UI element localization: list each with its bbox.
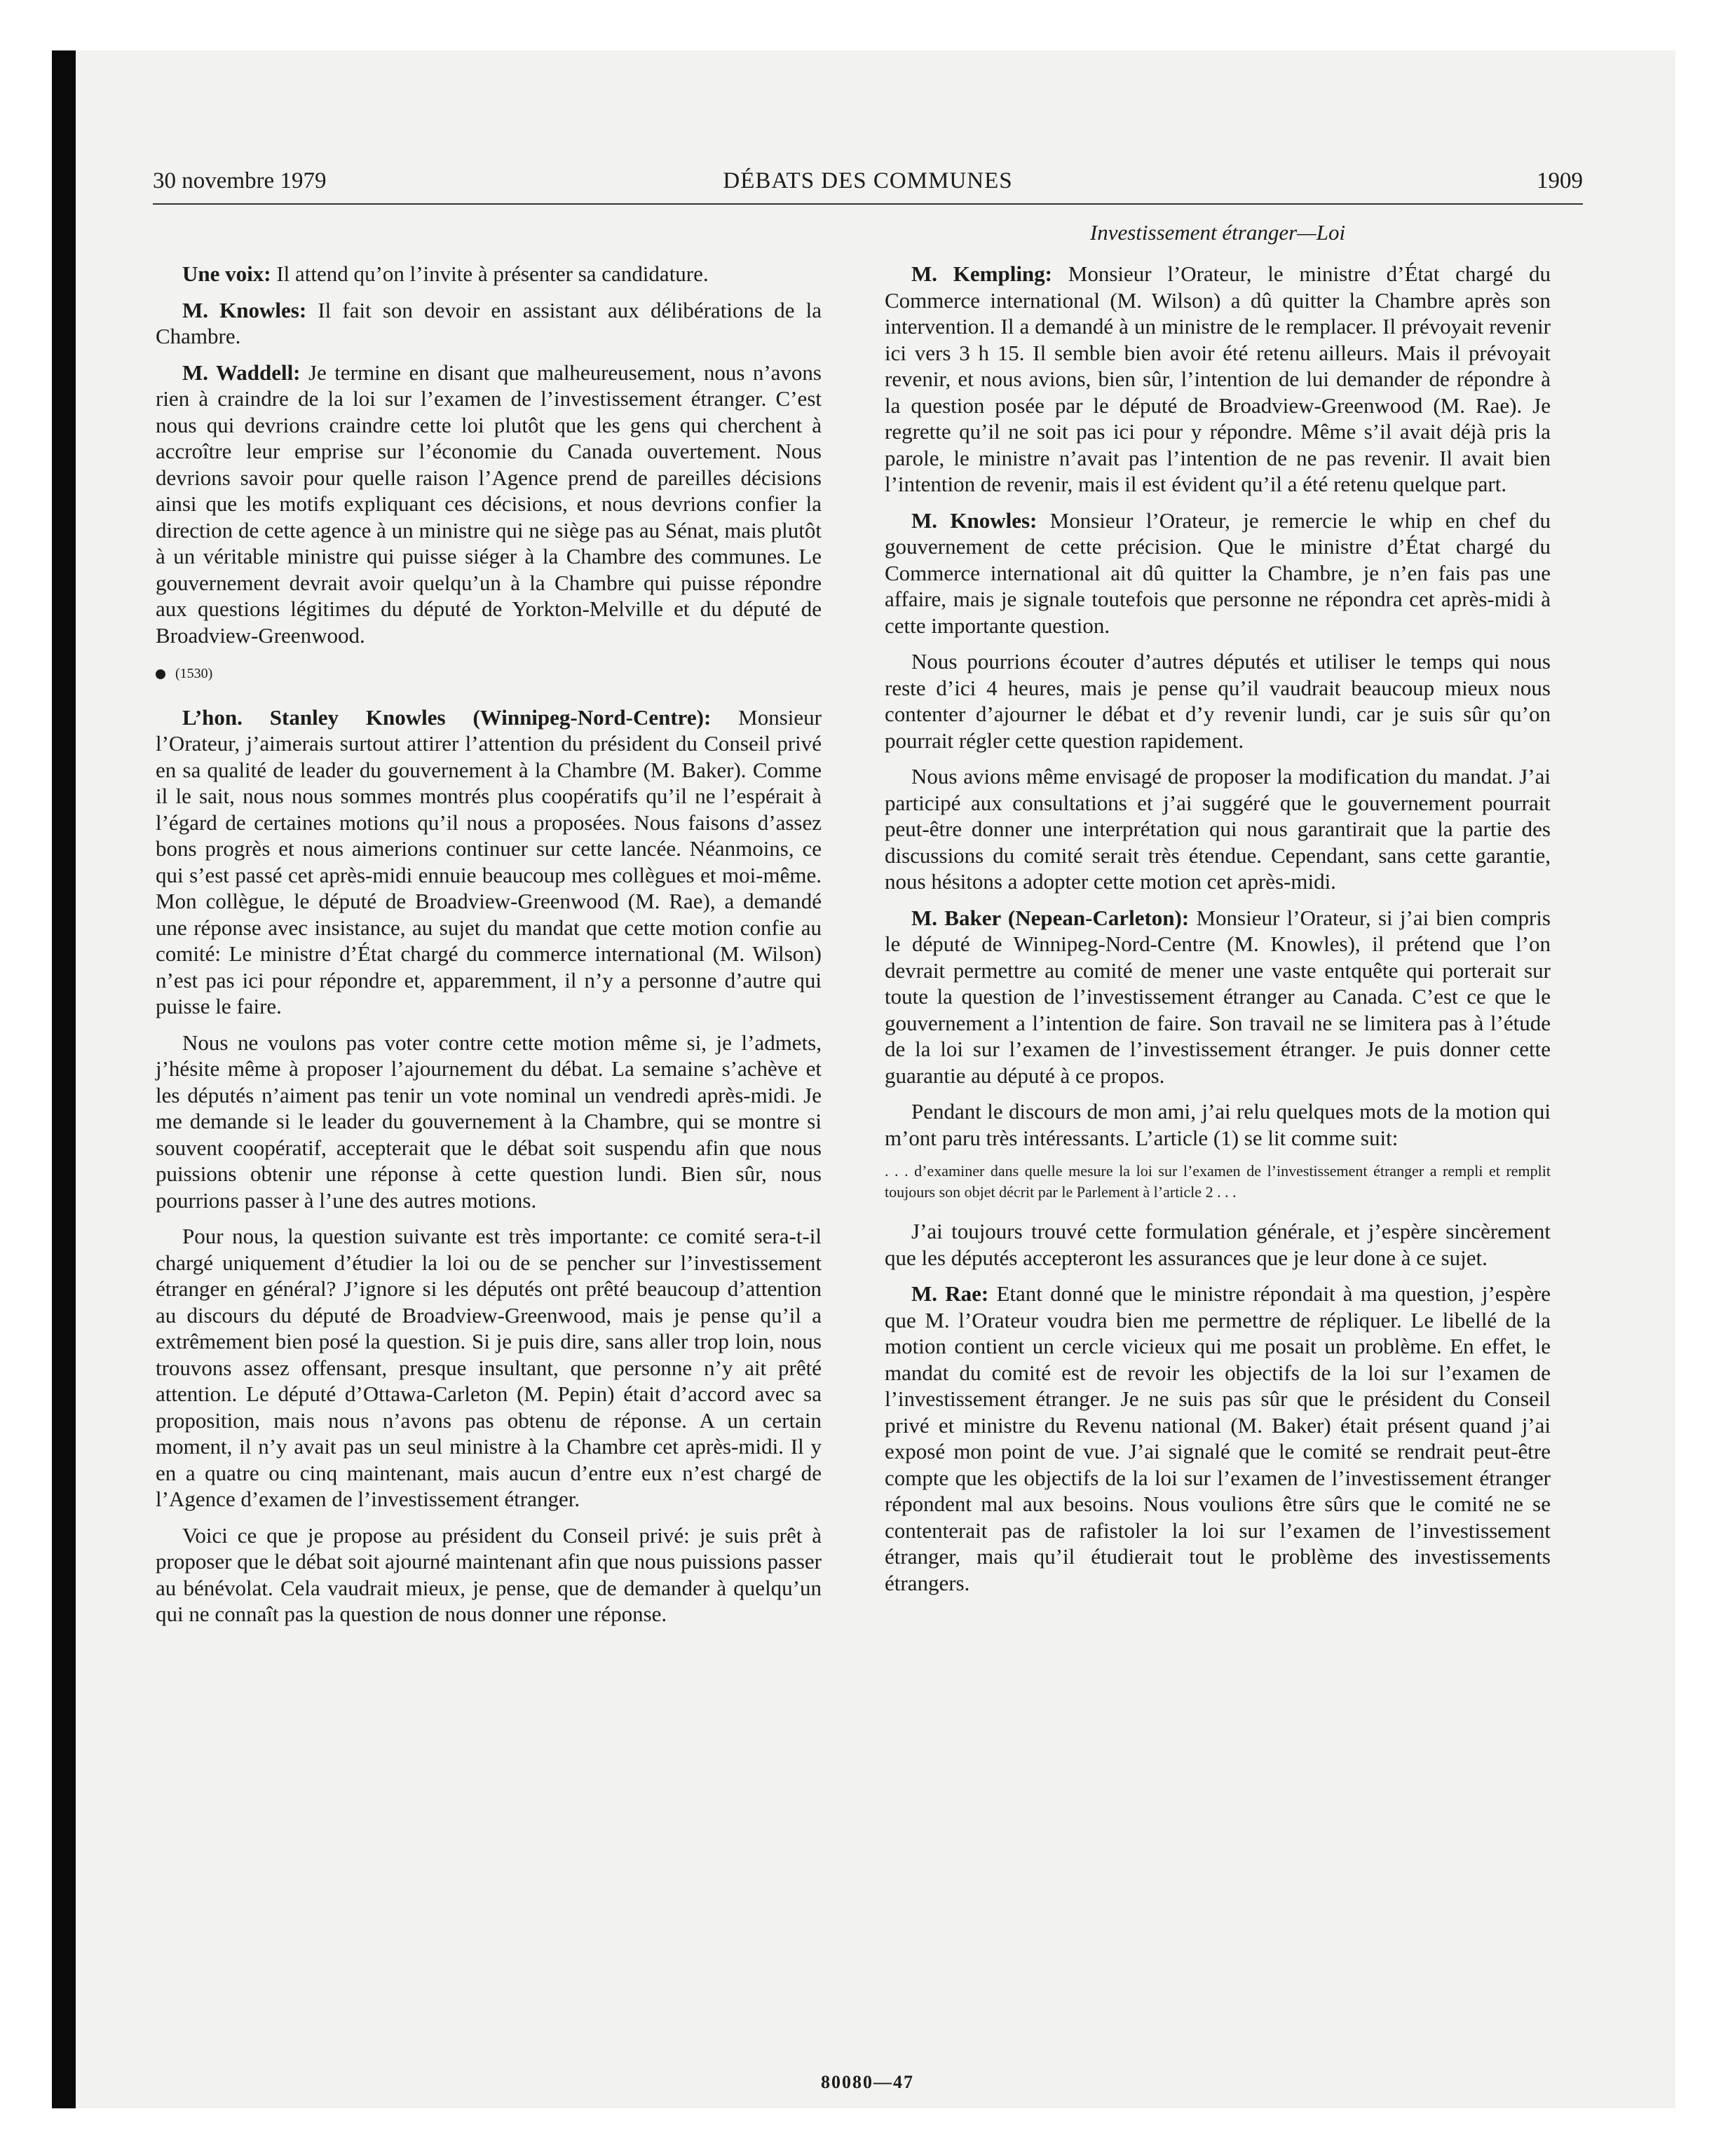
paragraph-text: Voici ce que je propose au président du Conseil privé: je suis prêt à proposer que le débat soit ajourné maintenant afin que nous puissions passer au bénévolat. Cela vaudrait mieux, je pense, que de demander à quelqu’un qui ne connaît pas la question de nous donner une réponse. <box>156 1522 822 1626</box>
time-marker-text: (1530) <box>175 666 213 681</box>
speaker-name: M. Rae: <box>911 1281 989 1306</box>
paragraph <box>156 704 822 1020</box>
paragraph-text: Nous pourrions écouter d’autres députés et utiliser le temps qui nous reste d’ici 4 heures, mais je pense qu’il vaudrait beaucoup mieux nous contenter d’ajourner le débat et d’y revenir lundi, car je suis sûr qu’on pourrait régler cette question rapidement. <box>885 649 1551 753</box>
left-column-paragraphs-after-marker <box>156 704 822 1628</box>
paragraph <box>156 360 822 649</box>
paragraph <box>885 648 1551 753</box>
scan-border <box>52 50 76 2108</box>
running-head: Investissement étranger—Loi <box>1089 220 1346 245</box>
paragraph <box>156 1522 822 1628</box>
speaker-name: M. Knowles: <box>911 507 1037 533</box>
paragraph-text: Monsieur l’Orateur, j’aimerais surtout attirer l’attention du président du Conseil privé en sa qualité de leader du gouvernement à la Chambre (M. Baker). Comme il le sait, nous nous sommes montrés plus coopératifs qu’il ne l’espérait à l’égard de certaines motions qu’il nous a proposées. Nous faisons d’assez bons progrès et nous aimerions continuer sur cette lancée. Néanmoins, ce qui s’est passé cet après-midi ennuie beaucoup mes collègues et moi-même. Mon collègue, le député de Broadview-Greenwood (M. Rae), a demandé une réponse avec insistance, au sujet du mandat que cette motion confie au comité: Le ministre d’État chargé du commerce international (M. Wilson) n’est pas ici pour répondre et, apparemment, il n’y a personne d’autre qui puisse le faire. <box>156 704 822 1018</box>
paragraph-text: Il fait son devoir en assistant aux délibérations de la Chambre. <box>156 297 822 348</box>
paragraph <box>156 1030 822 1214</box>
speaker-name: M. Knowles: <box>182 297 307 322</box>
paragraph-text: J’ai toujours trouvé cette formulation générale, et j’espère sincèrement que les députés accepteront les assurances que je leur done à ce sujet. <box>885 1219 1551 1270</box>
header-page-number: 1909 <box>1537 168 1583 193</box>
paragraph <box>156 1223 822 1513</box>
paragraph-text: Monsieur l’Orateur, le ministre d’État chargé du Commerce international (M. Wilson) a dû quitter la Chambre après son intervention. Il a demandé à un ministre de le remplacer. Il prévoyait revenir ici vers 3 h 15. Il semble bien avoir été retenu ailleurs. Mais il prévoyait revenir, et nous avions, bien sûr, l’intention de lui demander de répondre à la question posée par le député de Broadview-Greenwood (M. Rae). Je regrette qu’il ne soit pas ici pour y répondre. Même s’il avait déjà pris la parole, le ministre n’avait pas l’intention de ne pas revenir. Il avait bien l’intention de revenir, mais il est évident qu’il a été retenu quelque part. <box>885 261 1551 496</box>
paragraph <box>885 1281 1551 1596</box>
paragraph-text: Il attend qu’on l’invite à présenter sa candidature. <box>271 261 709 286</box>
bullet-icon <box>156 669 165 679</box>
speaker-name: M. Baker (Nepean-Carleton): <box>911 905 1190 930</box>
speaker-name: M. Kempling: <box>911 261 1052 286</box>
page-header <box>153 168 1583 205</box>
speaker-name: L’hon. Stanley Knowles (Winnipeg-Nord-Centre): <box>182 704 712 730</box>
paragraph <box>885 905 1551 1089</box>
speaker-name: M. Waddell: <box>182 360 301 385</box>
time-marker <box>156 661 822 688</box>
paragraph-text: Etant donné que le ministre répondait à ma question, j’espère que M. l’Orateur voudra bien me permettre de répliquer. Le libellé de la motion contient un cercle vicieux qui me posait un problème. En effet, le mandat du comité est de revoir les objectifs de la loi sur l’examen de l’investissement étranger. Je ne suis pas sûr que le président du Conseil privé et ministre du Revenu national (M. Baker) était présent quand j’ai exposé mon point de vue. J’ai signalé que le comité se rendrait peut-être compte que les objectifs de la loi sur l’examen de l’investissement étranger répondent mal aux besoins. Nous voulions être sûrs que le comité ne se contenterait pas de rafistoler la loi sur l’examen de l’investissement étranger, mais qu’il étudierait tout le problème des investissements étrangers. <box>885 1281 1551 1595</box>
paragraph <box>885 1098 1551 1151</box>
paragraph <box>885 763 1551 895</box>
paragraph-text: Nous avions même envisagé de proposer la modification du mandat. J’ai participé aux consultations et j’ai suggéré que le gouvernement pourrait peut-être donner une interprétation qui nous garantirait que la partie des discussions du comité serait très étendue. Cependant, sans cette garantie, nous hésitons a adopter cette motion cet après-midi. <box>885 764 1551 894</box>
left-column-paragraphs <box>156 261 822 648</box>
header-rule <box>153 203 1583 205</box>
paragraph-text: Pendant le discours de mon ami, j’ai relu quelques mots de la motion qui m’ont paru très intéressants. L’article (1) se lit comme suit: <box>885 1099 1551 1150</box>
header-title: DÉBATS DES COMMUNES <box>723 168 1013 193</box>
paragraph-text: Monsieur l’Orateur, je remercie le whip en chef du gouvernement de cette précision. Que le ministre d’État chargé du Commerce international ait dû quitter la Chambre, je n’en fais pas une affaire, mais je signale toutefois que personne ne répondra cet après-midi à cette importante question. <box>885 507 1551 638</box>
right-column-paragraphs <box>885 261 1551 1151</box>
header-date: 30 novembre 1979 <box>153 168 327 193</box>
right-column <box>885 261 1551 1606</box>
speaker-name: Une voix: <box>182 261 271 286</box>
paragraph <box>885 1218 1551 1271</box>
paragraph <box>885 507 1551 639</box>
footer-code: 80080—47 <box>821 2072 914 2092</box>
paragraph-text: Nous ne voulons pas voter contre cette motion même si, je l’admets, j’hésite même à proposer l’ajournement du débat. La semaine s’achève et les députés n’aiment pas tenir un vote nominal un vendredi après-midi. Je me demande si le leader du gouvernement à la Chambre, qui se montre si souvent coopératif, accepterait que le débat soit suspendu afin que nous puissions obtenir une réponse à cette question lundi. Bien sûr, nous pourrions passer à l’une des autres motions. <box>156 1030 822 1213</box>
paragraph-text: Je termine en disant que malheureusement, nous n’avons rien à craindre de la loi sur l’examen de l’investissement étranger. C’est nous qui devrions craindre cette loi plutôt que les gens qui cherchent à accroître leur emprise sur l’économie du Canada ouvertement. Nous devrions savoir pour quelle raison l’Agence prend de pareilles décisions ainsi que les motifs expliquant ces décisions, et nous devrions confier la direction de cette agence à un ministre qui ne siège pas au Sénat, mais plutôt à un véritable ministre qui puisse siéger à la Chambre des communes. Le gouvernement devrait avoir quelqu’un à la Chambre qui puisse répondre aux questions légitimes du député de Yorkton-Melville et du député de Broadview-Greenwood. <box>156 360 822 648</box>
paragraph <box>885 261 1551 498</box>
block-quote: . . . d’examiner dans quelle mesure la loi sur l’examen de l’investissement étranger a rempli et remplit toujours son objet décrit par le Parlement à l’article 2 . . . <box>885 1162 1551 1201</box>
paragraph-text: Monsieur l’Orateur, si j’ai bien compris le député de Winnipeg-Nord-Centre (M. Knowles), il prétend que l’on devrait permettre au comité de mener une vaste entquête qui porterait sur toute la question de l’investissement étranger au Canada. C’est ce que le gouvernement a l’intention de faire. Son travail ne se limitera pas à l’étude de la loi sur l’examen de l’investissement étranger. Je puis donner cette guarantie au député à ce propos. <box>885 905 1551 1088</box>
left-column <box>156 261 822 1637</box>
paragraph-text: Pour nous, la question suivante est très importante: ce comité sera-t-il chargé uniquement d’étudier la loi ou de se pencher sur l’investissement étranger en général? J’ignore si les députés ont prêté beaucoup d’attention au discours du député de Broadview-Greenwood, mais je pense qu’il a extrêmement bien posé la question. Si je puis dire, sans aller trop loin, nous trouvons assez offensant, presque insultant, que personne n’y ait prêté attention. Le député d’Ottawa-Carleton (M. Pepin) était d’accord avec sa proposition, mais nous n’avons pas obtenu de réponse. A un certain moment, il n’y avait pas un seul ministre à la Chambre cet après-midi. Il y en a quatre ou cinq maintenant, mais aucun d’entre eux n’est chargé de l’Agence d’examen de l’investissement étranger. <box>156 1224 822 1511</box>
paragraph <box>156 261 822 287</box>
paragraph <box>156 297 822 350</box>
right-column-paragraphs-after-quote <box>885 1218 1551 1596</box>
